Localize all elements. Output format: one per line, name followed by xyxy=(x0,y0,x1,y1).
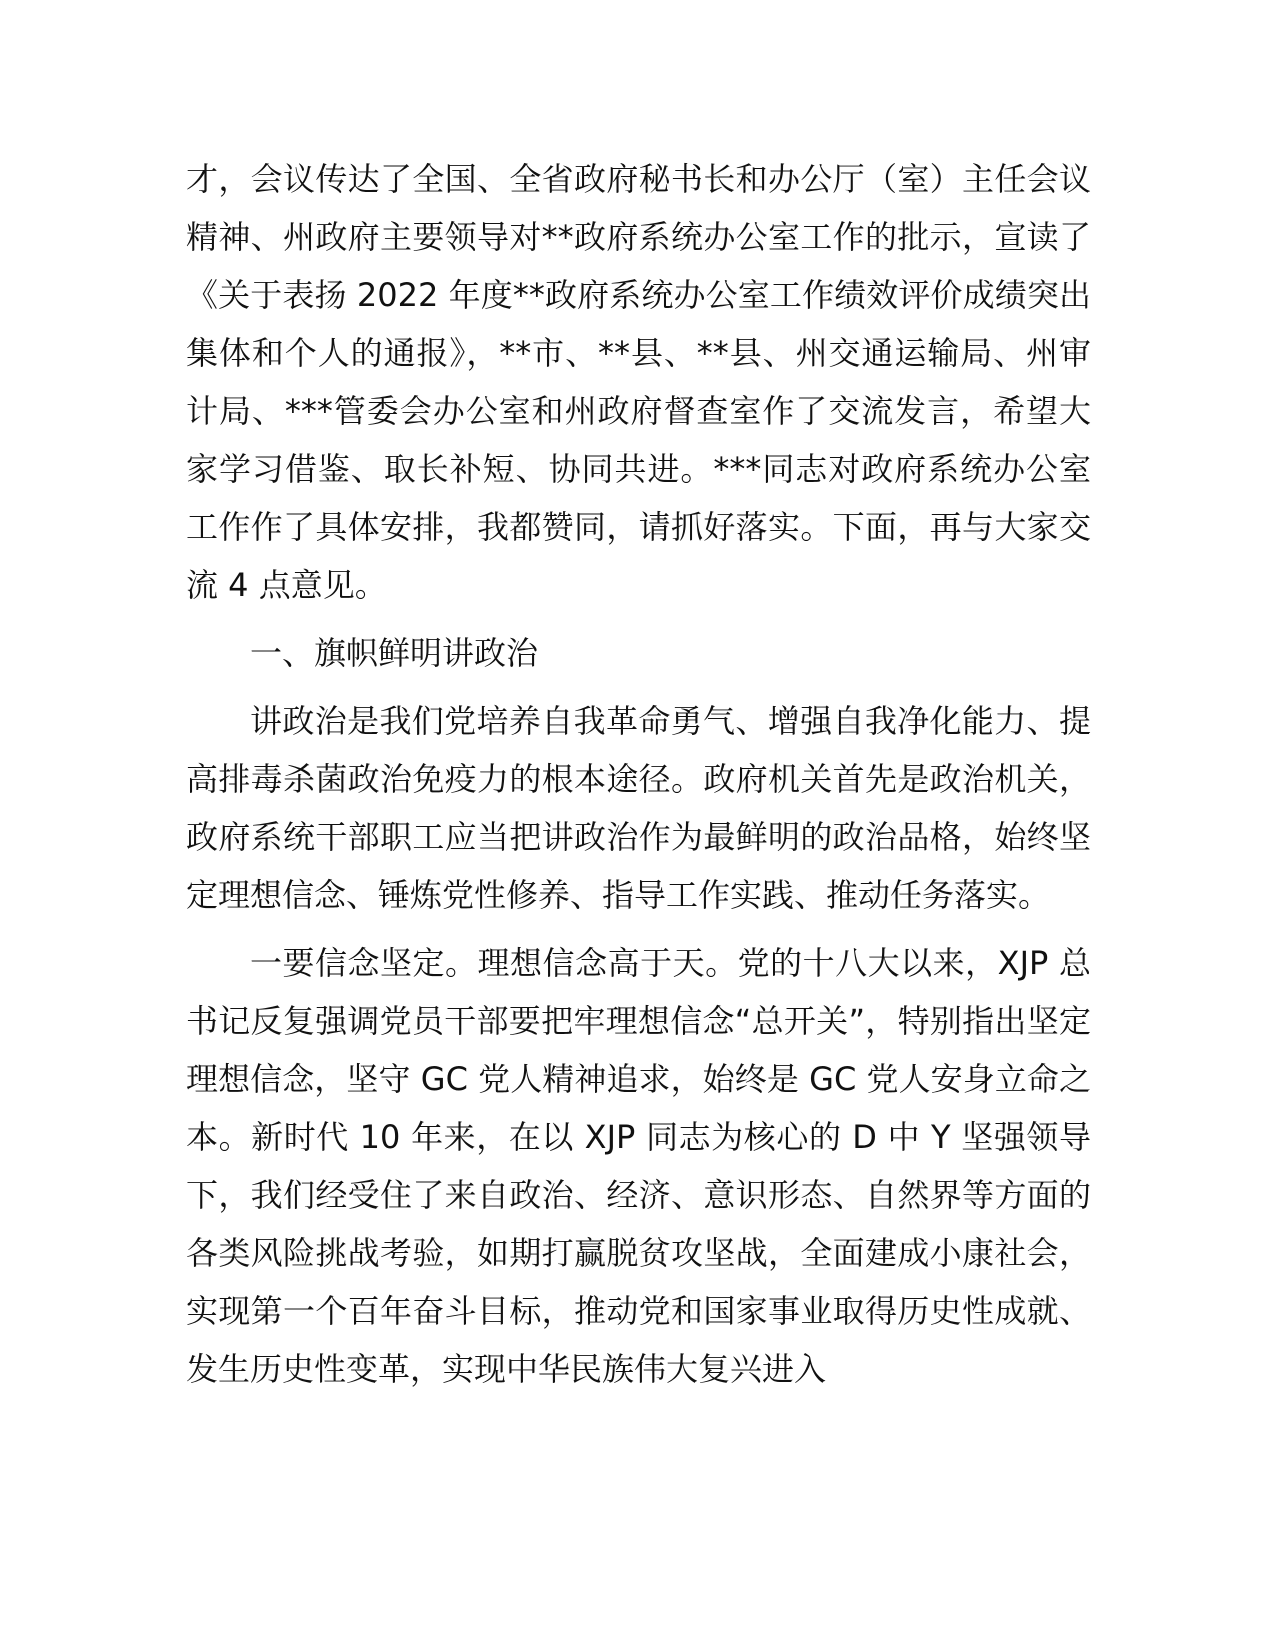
paragraph-body: 讲政治是我们党培养自我革命勇气、增强自我净化能力、提高排毒杀菌政治免疫力的根本途径。政府机关首先是政治机关，政府系统干部职工应当把讲政治作为最鲜明的政治品格，始终坚定理想信念、锤炼党性修养、指导工作实践、推动任务落实。 xyxy=(186,702,1091,914)
section-heading: 一、旗帜鲜明讲政治 xyxy=(250,634,539,672)
document-body xyxy=(186,150,1091,1408)
paragraph-continuation: 才，会议传达了全国、全省政府秘书长和办公厅（室）主任会议精神、州政府主要领导对**政府系统办公室工作的批示，宣读了《关于表扬 2022 年度**政府系统办公室工作绩效评价成绩突出集体和个人的通报》，**市、**县、**县、州交通运输局、州审计局、***管委会办公室和州政府督查室作了交流发言，希望大家学习借鉴、取长补短、协同共进。***同志对政府系统办公室工作作了具体安排，我都赞同，请抓好落实。下面，再与大家交流 4 点意见。 xyxy=(186,160,1091,604)
paragraph-body: 一要信念坚定。理想信念高于天。党的十八大以来，XJP 总书记反复强调党员干部要把牢理想信念“总开关”，特别指出坚定理想信念，坚守 GC 党人精神追求，始终是 GC 党人安身立命之本。新时代 10 年来，在以 XJP 同志为核心的 D 中 Y 坚强领导下，我们经受住了来自政治、经济、意识形态、自然界等方面的各类风险挑战考验，如期打赢脱贫攻坚战，全面建成小康社会，实现第一个百年奋斗目标，推动党和国家事业取得历史性成就、发生历史性变革，实现中华民族伟大复兴进入 xyxy=(186,944,1091,1388)
